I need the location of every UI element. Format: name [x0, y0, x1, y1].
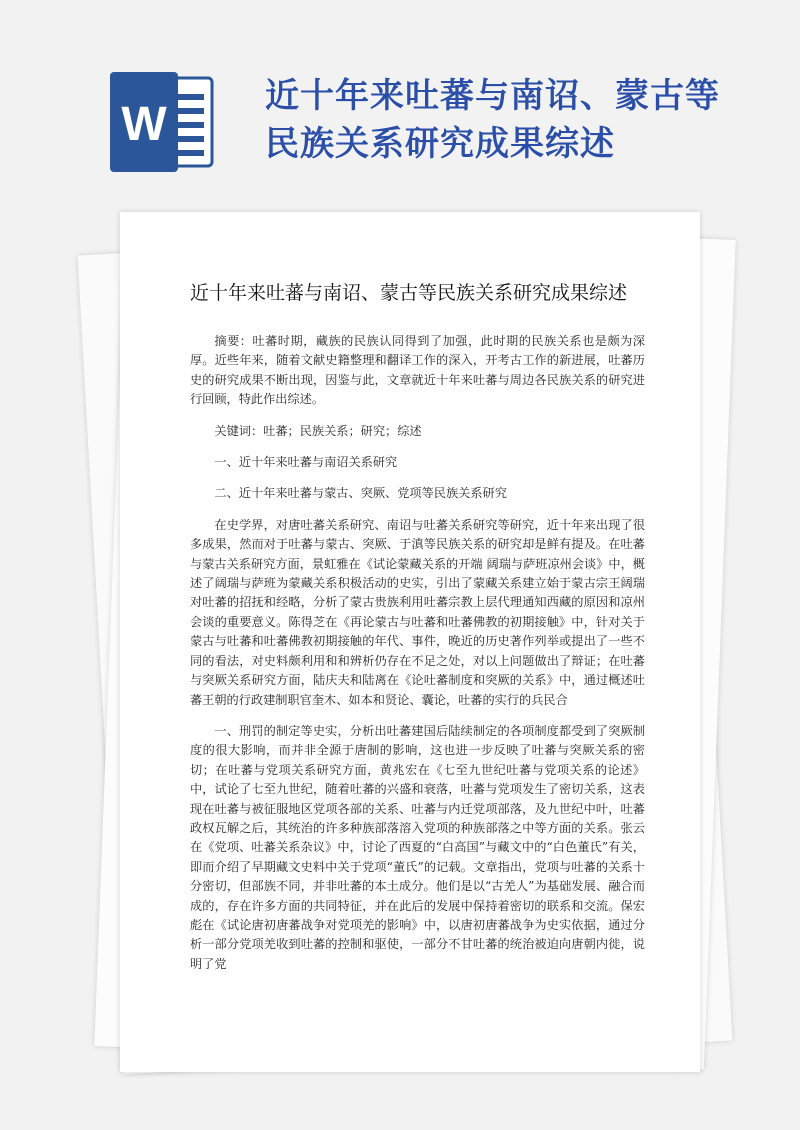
body-paragraph: 在史学界，对唐吐蕃关系研究、南诏与吐蕃关系研究等研究，近十年来出现了很多成果，然而对于吐蕃与蒙古、突厥、于滇等民族关系的研究却是鲜有提及。在吐蕃与蒙古关系研究方面，景虹雅在《试论蒙藏关系的开端 阔瑞与萨班凉州会谈》中，概述了阔瑞与萨班为蒙藏关系积极活动的史实，引出了蒙藏关系建立始于蒙古宗王阔瑞对吐蕃的招抚和经略，分析了蒙古贵族利用吐蕃宗教上层代理通知西藏的原因和凉州会谈的重要意义。陈得芝在《再论蒙古与吐蕃和吐蕃佛教的初期接触》中，针对关于蒙古与吐蕃和吐蕃佛教初期接触的年代、事件，晚近的历史著作列举或提出了一些不同的看法，对史料颇利用和和辨析仍存在不足之处，对以上问题做出了辩证；在吐蕃与突厥关系研究方面，陆庆夫和陆离在《论吐蕃制度和突厥的关系》中，通过概述吐蕃王朝的行政建制职官奎木、如本和贤论、囊论，吐蕃的实行的兵民合: [190, 517, 645, 707]
svg-text:W: W: [121, 98, 167, 151]
preview-header: [0, 0, 800, 200]
section-heading-1: 一、近十年来吐蕃与南诏关系研究: [214, 455, 398, 470]
document-body: [190, 278, 645, 974]
header-title: 近十年来吐蕃与南诏、蒙古等民族关系研究成果综述: [265, 76, 720, 164]
keywords-paragraph: 关键词：吐蕃；民族关系；研究；综述: [214, 423, 422, 438]
section-heading-2: 二、近十年来吐蕃与蒙古、突厥、党项等民族关系研究: [214, 486, 507, 501]
word-document-icon: [108, 72, 220, 172]
document-title: 近十年来吐蕃与南诏、蒙古等民族关系研究成果综述: [190, 282, 628, 304]
abstract-paragraph: 摘要：吐蕃时期，藏族的民族认同得到了加强，此时期的民族关系也是颇为深厚。近些年来，随着文献史籍整理和翻译工作的深入，开考古工作的新进展，吐蕃历史的研究成果不断出现，因鉴与此，文章就近十年来吐蕃与周边各民族关系的研究进行回顾，特此作出综述。: [190, 334, 645, 407]
body-paragraph: 一、刑罚的制定等史实，分析出吐蕃建国后陆续制定的各项制度都受到了突厥制度的很大影响，而并非全源于唐制的影响，这也进一步反映了吐蕃与突厥关系的密切；在吐蕃与党项关系研究方面，黄兆宏在《七至九世纪吐蕃与党项关系的论述》中，试论了七至九世纪，随着吐蕃的兴盛和衰落，吐蕃与党项发生了密切关系，这表现在吐蕃与被征服地区党项各部的关系、吐蕃与内迁党项部落，及九世纪中叶，吐蕃政权瓦解之后，其统治的许多种族部落溶入党项的种族部落之中等方面的关系。张云在《党项、吐蕃关系杂议》中，讨论了西夏的“白高国”与藏文中的“白色董氏”有关，即而介绍了早期藏文史料中关于党项“董氏”的记载。文章指出，党项与吐蕃的关系十分密切，但部族不同，并非吐蕃的本土成分。他们是以“古羌人”为基础发展、融合而成的，存在许多方面的共同特征，并在此后的发展中保持着密切的联系和交流。保宏彪在《试论唐初唐蕃战争对党项羌的影响》中，以唐初唐蕃战争为史实依据，通过分析一部分党项羌收到吐蕃的控制和驱使，一部分不甘吐蕃的统治被迫向唐朝内徙，说明了党: [190, 723, 645, 971]
